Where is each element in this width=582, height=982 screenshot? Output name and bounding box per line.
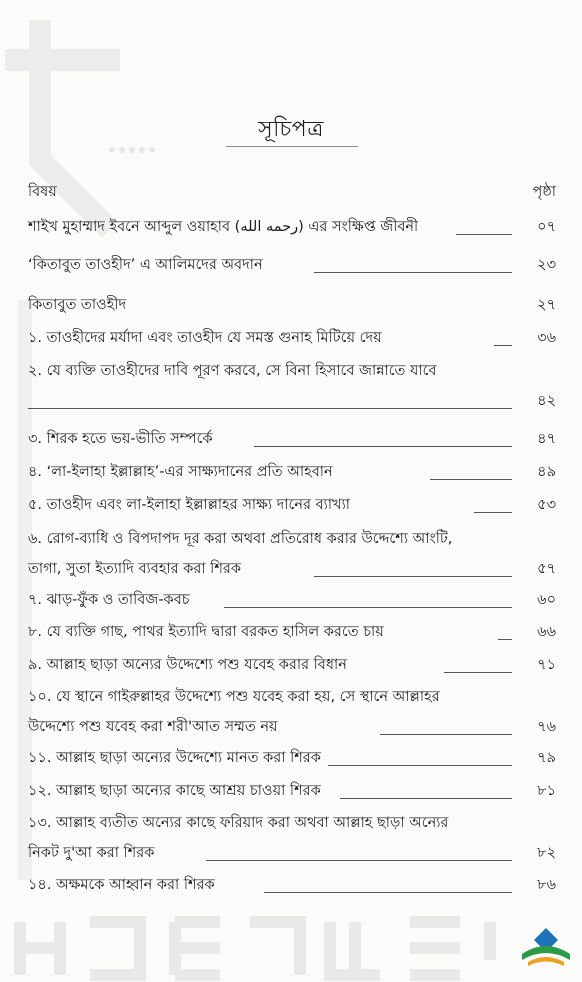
toc-entry-title: ১২. আল্লাহ ছাড়া অন্যের কাছে আশ্রয় চাওয়া শিরক [28, 783, 321, 799]
toc-entry-page: ৪৯ [537, 464, 556, 480]
toc-entry [28, 688, 556, 735]
toc-entry-title: ১১. আল্লাহ ছাড়া অন্যের উদ্দেশ্যে মানত করা শিরক [28, 750, 321, 766]
toc-entry [28, 530, 556, 577]
leader-line [224, 607, 512, 608]
toc-entry-title: ১৪. অক্ষমকে আহ্বান করা শিরক [28, 877, 215, 893]
leader-line [206, 860, 512, 861]
toc-entry-title: ‘কিতাবুত তাওহীদ’ এ আলিমদের অবদান [28, 257, 263, 273]
toc-entry-page: ২৭ [537, 297, 556, 313]
leader-line [314, 272, 512, 273]
leader-line [28, 408, 512, 409]
toc-entry-title-continued: তাগা, সুতা ইত্যাদি ব্যবহার করা শিরক [28, 561, 242, 577]
toc-entry-page: ২৩ [537, 257, 556, 273]
toc-entry-title: ৩. শিরক হতে ভয়-ভীতি সম্পর্কে [28, 431, 213, 447]
leader-line [328, 765, 512, 766]
toc-entry-page: ৭৯ [537, 750, 556, 766]
toc-entry-title: ৮. যে ব্যক্তি গাছ, পাথর ইত্যাদি দ্বারা বরকত হাসিল করতে চায় [28, 624, 384, 640]
toc-entry-page: ৪২ [537, 393, 556, 409]
leader-line [456, 234, 512, 235]
toc-entry-page: ৮১ [537, 783, 556, 799]
toc-entry-page: ৬৬ [537, 624, 556, 640]
leader-line [340, 798, 512, 799]
toc-entry-title: ১৩. আল্লাহ ব্যতীত অন্যের কাছে ফরিয়াদ করা অথবা আল্লাহ ছাড়া অন্যের [28, 815, 449, 831]
toc-entry-title: শাইখ মুহাম্মাদ ইবনে আব্দুল ওয়াহাব (رحمه الله) এর সংক্ষিপ্ত জীবনী [28, 219, 419, 235]
toc-entry-page: ৬০ [537, 592, 556, 608]
toc-entry-page: ৮৬ [537, 877, 556, 893]
leader-line [494, 345, 512, 346]
leader-line [380, 734, 512, 735]
toc-entry-title: ১০. যে স্থানে গাইরুল্লাহর উদ্দেশ্যে পশু যবেহ করা হয়, সে স্থানে আল্লাহর [28, 689, 440, 705]
toc-entry-title-continued: নিকট দু'আ করা শিরক [28, 845, 155, 861]
toc-entry-title: ৬. রোগ-ব্যাধি ও বিপদাপদ দূর করা অথবা প্রতিরোধ করার উদ্দেশ্যে আংটি, [28, 531, 453, 547]
leader-line [430, 479, 512, 480]
title-underline [226, 146, 358, 147]
toc-entry-page: ৪৭ [537, 431, 556, 447]
toc-entry-page: ৩৬ [537, 330, 556, 346]
leader-line [498, 639, 512, 640]
leader-line [314, 576, 512, 577]
subject-column-label: বিষয় [28, 184, 57, 200]
toc-entry-title: ৪. ‘লা-ইলাহা ইল্লাল্লাহ’-এর সাক্ষ্যদানের প্রতি আহবান [28, 464, 333, 480]
toc-entry-title: ৯. আল্লাহ ছাড়া অন্যের উদ্দেশ্যে পশু যবেহ করার বিধান [28, 657, 347, 673]
toc-entry-page: ৫৩ [537, 497, 556, 513]
toc-entry [28, 814, 556, 860]
publisher-logo-icon [518, 924, 574, 970]
toc-entry-title: ৭. ঝাড়-ফুঁক ও তাবিজ-কবচ [28, 592, 190, 608]
toc-entry-title: কিতাবুত তাওহীদ [28, 297, 127, 313]
leader-line [254, 446, 512, 447]
page-title: সূচিপত্র [258, 117, 324, 142]
toc-entry-page: ৫৭ [537, 561, 556, 577]
leader-line [444, 672, 512, 673]
toc-entry-page: ০৭ [537, 219, 556, 235]
toc-entry-page: ৭১ [537, 657, 556, 673]
toc-entry-page: ৭৬ [537, 719, 556, 735]
toc-entry-title: ৫. তাওহীদ এবং লা-ইলাহা ইল্লাল্লাহর সাক্ষ্য দানের ব্যাখ্যা [28, 497, 350, 513]
page-column-label: পৃষ্ঠা [532, 184, 556, 200]
toc-entry-title: ১. তাওহীদের মর্যাদা এবং তাওহীদ যে সমস্ত গুনাহ মিটিয়ে দেয় [28, 330, 382, 346]
toc-entry [28, 362, 556, 409]
toc-entry-title: ২. যে ব্যক্তি তাওহীদের দাবি পূরণ করবে, সে বিনা হিসাবে জান্নাতে যাবে [28, 363, 437, 379]
leader-line [474, 512, 512, 513]
toc-entry-page: ৮২ [537, 845, 556, 861]
leader-line [264, 892, 512, 893]
toc-entry-title-continued: উদ্দেশ্যে পশু যবেহ করা শরী'আত সম্মত নয় [28, 719, 278, 735]
